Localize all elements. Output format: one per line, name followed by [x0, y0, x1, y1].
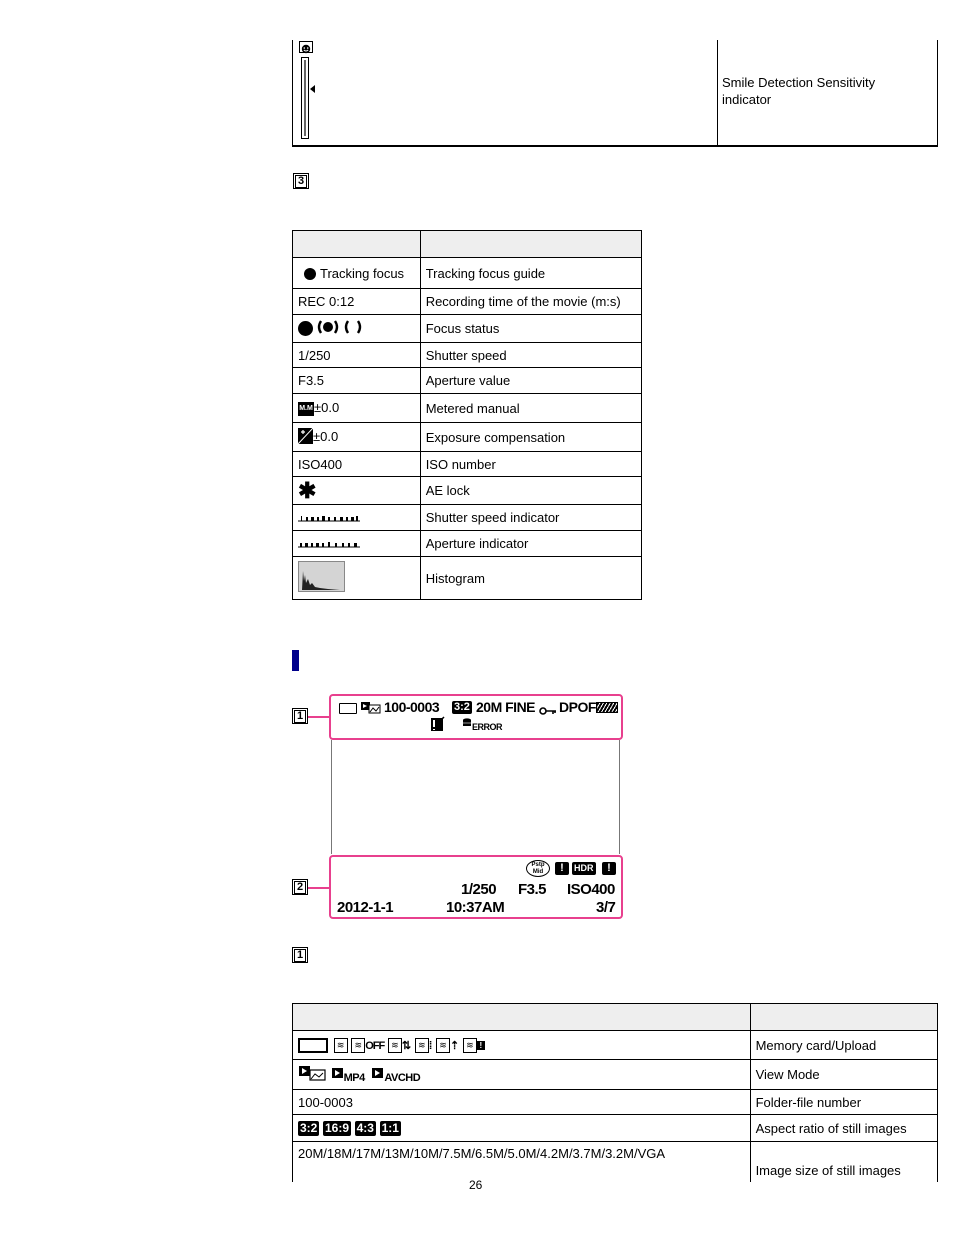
wifi-off-label: OFF [365, 1039, 385, 1052]
mp4-label: MP4 [343, 1071, 365, 1084]
screen-left-edge [331, 740, 332, 854]
error-mark-icon: ! [477, 1041, 485, 1050]
table-row: Histogram [293, 557, 642, 600]
screen-bottom-area [329, 855, 623, 919]
histogram-icon [298, 561, 345, 595]
image-count: 3/7 [596, 899, 616, 916]
wifi-off-icon: ≋ [351, 1038, 365, 1053]
aspect-4-3-icon: 4:3 [356, 1121, 374, 1135]
wifi-uploading-icon: ≋ [388, 1038, 402, 1053]
wifi-error-icon: ≋ [463, 1038, 477, 1053]
memory-card-icon [339, 703, 357, 714]
database-warning-icon [430, 716, 446, 735]
table-row: MP4 AVCHD View Mode [293, 1060, 938, 1090]
database-error-icon [462, 716, 472, 731]
table-row: ✱ AE lock [293, 477, 642, 505]
wifi-connect-icon: ≋ [436, 1038, 450, 1053]
screen-right-edge [619, 740, 620, 854]
focus-searching-icon [342, 319, 364, 338]
table-row: ≋ ≋ OFF ≋ ⇅ ≋ ⁞ ≋ ⇡ ≋ ! Memory card/Upload [293, 1031, 938, 1060]
table-row: 20M/18M/17M/13M/10M/7.5M/6.5M/5.0M/4.2M/3.7M/3.2M/VGA Image size of still images [293, 1142, 938, 1182]
table-row: Tracking focus Tracking focus guide [293, 258, 642, 289]
battery-icon [596, 702, 618, 713]
aspect-3-2-icon: 3:2 [300, 1121, 318, 1135]
shutter-speed-scale-icon [298, 511, 360, 526]
table-row: 1/250 Shutter speed [293, 343, 642, 368]
table-row: ±0.0 Exposure compensation [293, 423, 642, 452]
aspect-16-9-icon: 16:9 [324, 1121, 349, 1135]
hdr-warning-icon: ! [602, 862, 616, 875]
view-mode-avchd-icon [372, 1067, 384, 1082]
iso-value: ISO400 [567, 881, 615, 898]
table-row: M.M±0.0 Metered manual [293, 394, 642, 423]
error-label: ERROR [472, 722, 503, 732]
exposure-compensation-icon [298, 428, 313, 447]
picture-effect-icon: Pstp Mid [526, 860, 550, 877]
protect-key-icon [539, 703, 557, 718]
table-row: F3.5 Aperture value [293, 368, 642, 394]
aperture-scale-icon [298, 537, 360, 552]
avchd-label: AVCHD [384, 1071, 421, 1084]
aspect-ratio-badge: 3:2 [454, 701, 470, 713]
folder-file-number: 100-0003 [384, 699, 440, 715]
smile-face-icon [299, 41, 313, 53]
dpof-label: DPOF [559, 699, 596, 715]
time-value: 10:37AM [446, 899, 505, 916]
ae-lock-icon: ✱ [298, 477, 317, 503]
view-mode-icon [361, 702, 381, 717]
hdr-icon: HDR [574, 863, 594, 873]
table-row: Aperture indicator [293, 531, 642, 557]
section-3-marker: 3 [293, 173, 309, 189]
warning-icon: ! [555, 862, 569, 875]
page-number: 26 [469, 1178, 483, 1192]
date-value: 2012-1-1 [337, 899, 394, 916]
table-row: Focus status [293, 315, 642, 343]
header-cell [420, 231, 641, 258]
wifi-standby-icon: ≋ [415, 1038, 429, 1053]
section-1-marker: 1 [292, 947, 308, 963]
table-row: 100-0003 Folder-file number [293, 1090, 938, 1115]
header-cell [293, 1004, 751, 1031]
section-1-table [292, 1003, 938, 1182]
aperture-value: F3.5 [518, 881, 547, 898]
wifi-upload-icon: ≋ [334, 1038, 348, 1053]
table-row: 3:2 16:9 4:3 1:1 Aspect ratio of still images [293, 1115, 938, 1142]
focus-lock-icon [298, 321, 313, 336]
header-cell [293, 231, 421, 258]
header-cell [750, 1004, 937, 1031]
upload-arrows-icon: ⇅ [401, 1040, 412, 1053]
marker-1-leader [308, 716, 330, 718]
screen-marker-1: 1 [292, 708, 308, 724]
image-size-quality: 20M FINE [476, 699, 536, 715]
screen-marker-2: 2 [292, 879, 308, 895]
screen-top-area [329, 694, 623, 740]
view-mode-mp4-icon [332, 1067, 344, 1082]
sensitivity-scale-icon [301, 57, 309, 139]
top-table [292, 40, 938, 147]
view-mode-folder-icon [298, 1065, 328, 1084]
standby-dots-icon: ⁞ [428, 1039, 433, 1052]
table-row: Shutter speed indicator [293, 505, 642, 531]
table-row: ISO400 ISO number [293, 452, 642, 477]
sensitivity-pointer-icon [310, 85, 315, 93]
section-3-table [292, 230, 642, 600]
section-heading-bar [292, 650, 299, 671]
memory-card-icon [298, 1038, 328, 1053]
aspect-1-1-icon: 1:1 [381, 1121, 399, 1135]
shutter-speed-value: 1/250 [461, 881, 497, 898]
up-arrow-icon: ⇡ [450, 1040, 460, 1053]
marker-2-leader [308, 887, 330, 889]
table-row: REC 0:12 Recording time of the movie (m:s) [293, 289, 642, 315]
tracking-dot-icon [304, 268, 316, 280]
focus-adjust-icon [317, 319, 339, 338]
metered-manual-icon: M.M [298, 402, 314, 416]
smile-sensitivity-desc: Smile Detection Sensitivity indicator [722, 75, 876, 107]
